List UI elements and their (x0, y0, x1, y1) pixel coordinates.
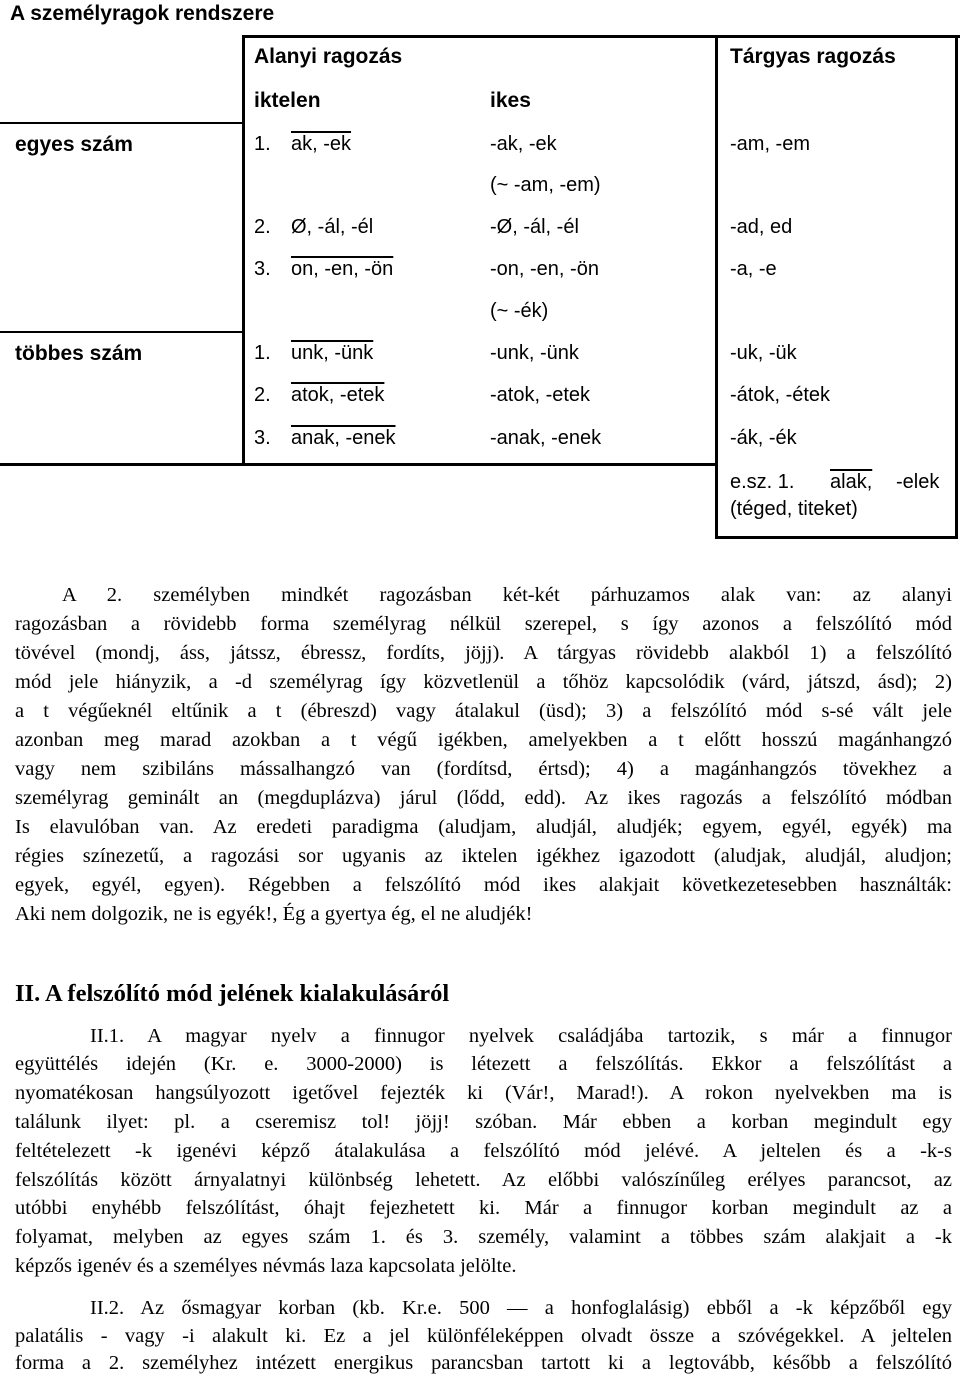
table-border-bottom-left (0, 463, 718, 466)
cell-ikes: -atok, -etek (490, 384, 591, 406)
cell-targyas: -ad, ed (730, 216, 793, 238)
header-alanyi: Alanyi ragozás (254, 45, 403, 68)
cell-ikes: -anak, -enek (490, 427, 602, 449)
table-border-right (955, 35, 958, 539)
text-line: a t végűeknél eltűnik a t (ébreszd) vagy átalakul (üsd); 3) a felszólító mód s-sé vált jele (15, 700, 952, 722)
page-title: A személyragok rendszere (10, 2, 275, 25)
text-line: vagy nem szibiláns mássalhangzó van (fordítsd, értsd); 4) a magánhangzós tövekhez a (15, 758, 952, 780)
text-line: nyomatékosan hangsúlyozott igetővel fejezték ki (Vár!, Marad!). A rokon nyelvekben ma is (15, 1082, 952, 1104)
cell-ikes: -unk, -ünk (490, 342, 579, 364)
section-heading: II. A felszólító mód jelének kialakulásáról (15, 980, 450, 1007)
text-line: képzős igenév és a személyes névmás laza kapcsolata jelölte. (15, 1255, 517, 1277)
text-line: feltételezett -k igenévi képző átalakulása a felszólító mód jelévé. A jeltelen és a -k-s (15, 1140, 952, 1162)
cell-iktelen: anak, -enek (291, 427, 396, 449)
cell-iktelen: on, -en, -ön (291, 258, 394, 280)
text-line: ragozásban a rövidebb forma személyrag nélkül szerepel, s így azonos a felszólító mód (15, 613, 952, 635)
text-line: forma a 2. személyhez intézett energikus parancsban tartott ki a legtovább, később a felszólító (15, 1352, 952, 1374)
table-border-left (242, 35, 245, 466)
table-border-top (242, 35, 960, 38)
cell-targyas: -am, -em (730, 133, 810, 155)
text-line: folyamat, melyben az egyes szám 1. és 3. személy, valamint a többes szám alakjait a -k (15, 1226, 952, 1248)
text-line: személyrag geminált an (megduplázva) járul (lődd, edd). Az ikes ragozás a felszólító módban (15, 787, 952, 809)
text-line: A 2. személyben mindkét ragozásban két-két párhuzamos alak van: az alanyi (62, 584, 952, 606)
cell-targyas: -uk, -ük (730, 342, 797, 364)
cell-ikes: -ak, -ek (490, 133, 557, 155)
cell-targyas: -átok, -étek (730, 384, 831, 406)
header-targyas: Tárgyas ragozás (730, 45, 896, 68)
cell-iktelen: ak, -ek (291, 133, 352, 155)
row-label-tobbes: többes szám (15, 342, 143, 365)
extra-form-alak: alak, (830, 471, 873, 493)
text-line: tövével (mondj, áss, játssz, ébressz, fordíts, jöjj). A tárgyas rövidebb alakból 1) a felszólító (15, 642, 952, 664)
cell-num: 3. (254, 427, 271, 449)
row-label-egyes: egyes szám (15, 133, 133, 156)
cell-num: 3. (254, 258, 271, 280)
cell-targyas: -a, -e (730, 258, 777, 280)
table-border-bottom-right (715, 536, 958, 539)
text-line: palatális - vagy -i alakult ki. Ez a jel különféleképpen olvadt össze a szóvégekkel. A jeltelen (15, 1325, 952, 1347)
cell-iktelen: atok, -etek (291, 384, 385, 406)
subheader-ikes: ikes (490, 89, 531, 112)
table-row-separator-2 (0, 331, 245, 333)
text-line: felszólítás között árnyalatnyi különbség lehetett. Az előbbi valószínűleg erélyes parancsot, az (15, 1169, 952, 1191)
cell-num: 2. (254, 216, 271, 238)
cell-iktelen: Ø, -ál, -él (291, 216, 374, 238)
cell-ikes: (~ -ék) (490, 300, 549, 322)
text-line: találunk ilyet: pl. a cseremisz tol! jöjj! szóban. Már ebben a korban megindult egy (15, 1111, 952, 1133)
cell-num: 1. (254, 133, 271, 155)
text-line: régies színezetű, a ragozási sor ugyanis az iktelen igékhez igazodott (aludjak, aludjál, aludjon; (15, 845, 952, 867)
extra-form-label: e.sz. 1. (730, 471, 795, 493)
subheader-iktelen: iktelen (254, 89, 321, 112)
cell-targyas: -ák, -ék (730, 427, 797, 449)
cell-num: 1. (254, 342, 271, 364)
text-line: Is elavulóban van. Az eredeti paradigma (aludjam, aludjál, aludjék; egyem, egyél, egyék) ma (15, 816, 952, 838)
cell-ikes: -Ø, -ál, -él (490, 216, 579, 238)
text-line: II.1. A magyar nyelv a finnugor nyelvek családjába tartozik, s már a finnugor (90, 1025, 952, 1047)
cell-iktelen: unk, -ünk (291, 342, 374, 364)
text-line: egyek, egyél, egyen). Régebben a felszólító mód ikes alakjait következetesebben használták: (15, 874, 952, 896)
cell-ikes: (~ -am, -em) (490, 174, 601, 196)
text-line: együttélés idején (Kr. e. 3000-2000) is létezett a felszólítás. Ekkor a felszólítást a (15, 1053, 952, 1075)
text-line: mód jele hiányzik, a -d személyrag így közvetlenül a tőhöz kapcsolódik (várd, játszd, ásd); 2) (15, 671, 952, 693)
text-line: Aki nem dolgozik, ne is egyék!, Ég a gyertya ég, el ne aludjék! (15, 903, 533, 925)
cell-num: 2. (254, 384, 271, 406)
cell-ikes: -on, -en, -ön (490, 258, 599, 280)
text-line: utóbbi enyhébb felszólítást, óhajt fejezhetett ki. Már a finnugor korban megindult az a (15, 1197, 952, 1219)
text-line: azonban meg marad azokban a t végű igékben, amelyekben a t előtt hosszú magánhangzó (15, 729, 952, 751)
text-line: II.2. Az ősmagyar korban (kb. Kr.e. 500 — a honfoglalásig) ebből a -k képzőből egy (90, 1297, 952, 1319)
table-row-separator (0, 122, 245, 124)
extra-form-example: (téged, titeket) (730, 498, 858, 520)
extra-form-elek: -elek (896, 471, 940, 493)
